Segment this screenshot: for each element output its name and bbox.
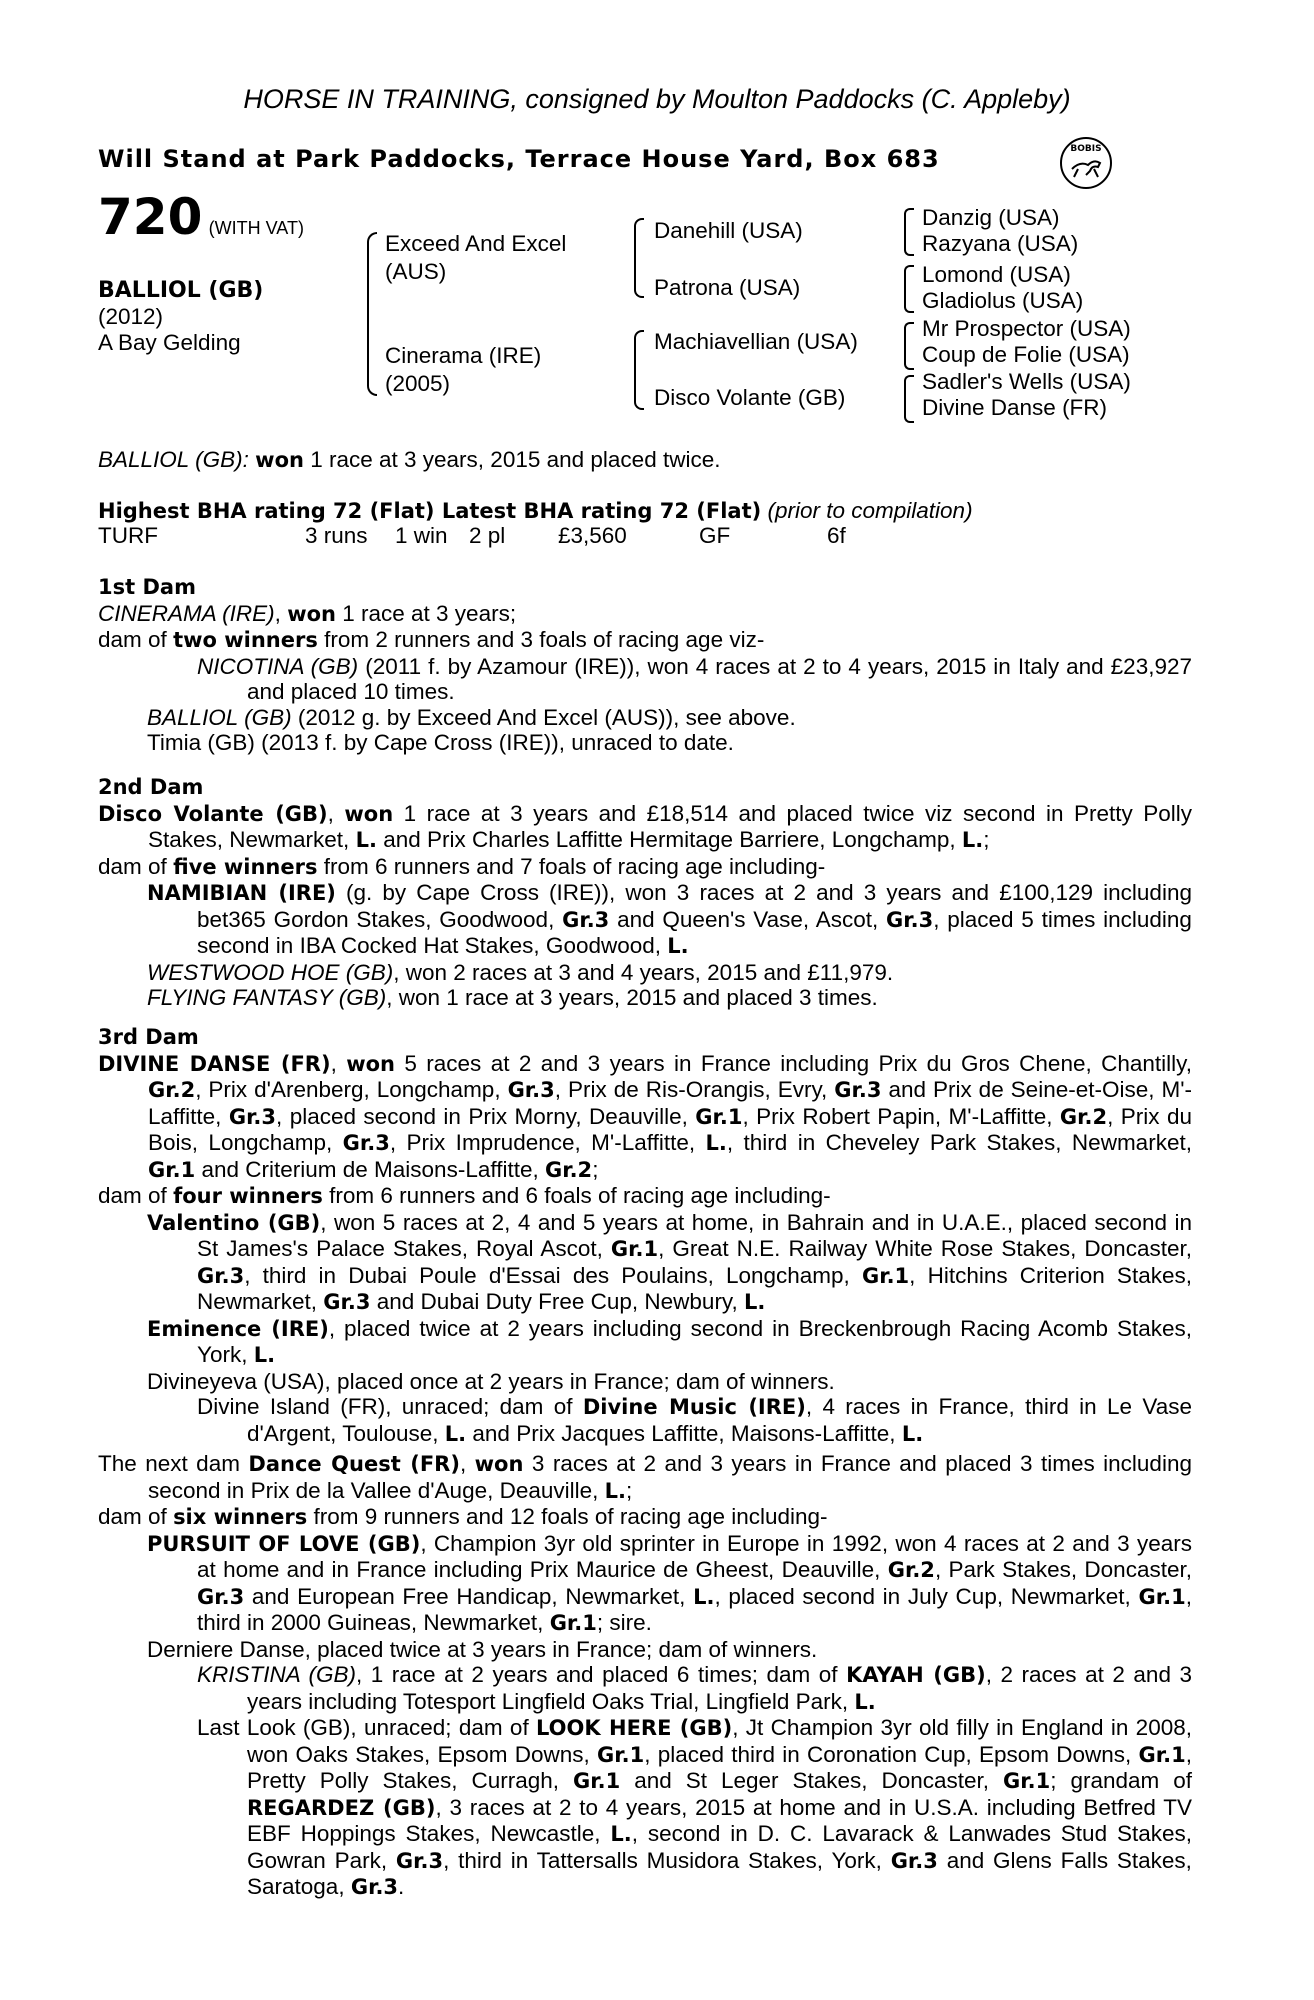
pedigree-sire-dam: Patrona (USA): [654, 275, 801, 300]
offspring-entry: WESTWOOD HOE (GB), won 2 races at 3 and 4 years, 2015 and £11,979.: [147, 959, 894, 985]
section-heading: 1st Dam: [98, 575, 196, 599]
offspring-entry: KRISTINA (GB), 1 race at 2 years and placed 6 times; dam of KAYAH (GB), 2 races at 2 and 3 years including Totesport Lingfield Oaks Trial, Lingfield Park, L.: [197, 1662, 1192, 1714]
pedigree-g4: Gladiolus (USA): [922, 288, 1084, 313]
race-summary: BALLIOL (GB): won 1 race at 3 years, 2015 and placed twice.: [98, 447, 721, 472]
offspring-entry: Divineyeva (USA), placed once at 2 years in France; dam of winners.: [147, 1368, 835, 1394]
section-heading: 3rd Dam: [98, 1025, 199, 1049]
bobis-logo: [1058, 135, 1114, 191]
stand-location: Will Stand at Park Paddocks, Terrace House Yard, Box 683: [98, 145, 940, 173]
bha-rating: Highest BHA rating 72 (Flat) Latest BHA rating 72 (Flat) (prior to compilation): [98, 498, 973, 523]
vat-label: (WITH VAT): [208, 218, 304, 238]
pedigree-g1: Danzig (USA): [922, 205, 1060, 230]
pedigree-dam-sire: Machiavellian (USA): [654, 329, 858, 354]
pedigree-brace: [904, 375, 914, 423]
logo-text: BOBIS: [1070, 144, 1102, 154]
offspring-entry: Divine Island (FR), unraced; dam of Divine Music (IRE), 4 races in France, third in Le Vase d'Argent, Toulouse, L. and Prix Jacques Laffitte, Maisons-Laffitte, L.: [197, 1394, 1192, 1446]
pedigree-dam: Cinerama (IRE) (2005): [385, 343, 542, 396]
section-heading: 2nd Dam: [98, 775, 204, 799]
pedigree-brace: [904, 208, 914, 256]
pedigree-g2: Razyana (USA): [922, 231, 1079, 256]
offspring-entry: Derniere Danse, placed twice at 3 years in France; dam of winners.: [147, 1636, 818, 1662]
pedigree-g3: Lomond (USA): [922, 262, 1071, 287]
horse-description: A Bay Gelding: [98, 330, 241, 355]
pedigree-brace: [904, 322, 914, 370]
offspring-entry: NICOTINA (GB) (2011 f. by Azamour (IRE)), won 4 races at 2 to 4 years, 2015 in Italy and £23,927 and placed 10 times.: [197, 653, 1192, 704]
pedigree-brace: [904, 265, 914, 313]
pedigree-brace: [367, 232, 377, 396]
pedigree-g5: Mr Prospector (USA): [922, 316, 1131, 341]
pedigree-brace: [634, 330, 644, 410]
page-title: HORSE IN TRAINING, consigned by Moulton Paddocks (C. Appleby): [243, 84, 1071, 114]
pedigree-sire: Exceed And Excel (AUS): [385, 231, 567, 284]
horse-year: (2012): [98, 304, 164, 329]
offspring-entry: PURSUIT OF LOVE (GB), Champion 3yr old sprinter in Europe in 1992, won 4 races at 2 and 3 years at home and in France including Prix Maurice de Gheest, Deauville, Gr.2, Park Stakes, Doncaster, Gr.3 and European Free Handicap, Newmarket, L., placed second in July Cup, Newmarket, Gr.1, third in 2000 Guineas, Newmarket, Gr.1; sire.: [147, 1530, 1192, 1635]
pedigree-sire-sire: Danehill (USA): [654, 218, 803, 243]
offspring-entry: Valentino (GB), won 5 races at 2, 4 and 5 years at home, in Bahrain and in U.A.E., placed second in St James's Palace Stakes, Royal Ascot, Gr.1, Great N.E. Railway White Rose Stakes, Doncaster, Gr.3, third in Dubai Poule d'Essai des Poulains, Longchamp, Gr.1, Hitchins Criterion Stakes, Newmarket, Gr.3 and Dubai Duty Free Cup, Newbury, L.: [147, 1209, 1192, 1314]
pedigree-g6: Coup de Folie (USA): [922, 342, 1130, 367]
pedigree-dam-dam: Disco Volante (GB): [654, 385, 846, 410]
offspring-entry: Eminence (IRE), placed twice at 2 years including second in Breckenbrough Racing Acomb Stakes, York, L.: [147, 1315, 1192, 1367]
pedigree-g8: Divine Danse (FR): [922, 395, 1108, 420]
offspring-entry: Timia (GB) (2013 f. by Cape Cross (IRE)), unraced to date.: [147, 730, 734, 755]
turf-record: TURF 3 runs 1 win 2 pl £3,560 GF 6f: [98, 523, 846, 548]
horse-name: BALLIOL (GB): [98, 278, 264, 303]
next-dam-section: The next dam Dance Quest (FR), won 3 races at 2 and 3 years in France and placed 3 times including second in Prix de la Vallee d'Auge, Deauville, L.; dam of six winners from 9 runners and 12 foals of racing age including- PURSUIT OF LOVE (GB), Champion 3yr old sprinter in Europe in 1992, won 4 races at 2 and 3 years at home and in France including Prix Maurice de Gheest, Deauville, Gr.2, Park Stakes, Doncaster, Gr.3 and European Free Handicap, Newmarket, L., placed second in July Cup, Newmarket, Gr.1, third in 2000 Guineas, Newmarket, Gr.1; sire. Derniere Danse, placed twice at 3 years in France; dam of winners. KRISTINA (GB), 1 race at 2 years and placed 6 times; dam of KAYAH (GB), 2 races at 2 and 3 years including Totesport Lingfield Oaks Trial, Lingfield Park, L. Last Look (GB), unraced; dam of LOOK HERE (GB), Jt Champion 3yr old filly in England in 2008, won Oaks Stakes, Epsom Downs, Gr.1, placed third in Coronation Cup, Epsom Downs, Gr.1, Pretty Polly Stakes, Curragh, Gr.1 and St Leger Stakes, Doncaster, Gr.1; grandam of REGARDEZ (GB), 3 races at 2 to 4 years, 2015 at home and in U.S.A. including Betfred TV EBF Hoppings Stakes, Newcastle, L., second in D. C. Lavarack & Lanwades Stud Stakes, Gowran Park, Gr.3, third in Tattersalls Musidora Stakes, York, Gr.3 and Glens Falls Stakes, Saratoga, Gr.3.: [98, 1451, 1192, 1899]
pedigree-g7: Sadler's Wells (USA): [922, 369, 1131, 394]
pedigree-brace: [634, 218, 644, 298]
first-dam-section: 1st Dam CINERAMA (IRE), won 1 race at 3 years; dam of two winners from 2 runners and 3 foals of racing age viz- NICOTINA (GB) (2011 f. by Azamour (IRE)), won 4 races at 2 to 4 years, 2015 in Italy and £23,927 and placed 10 times. BALLIOL (GB) (2012 g. by Exceed And Excel (AUS)), see above. Timia (GB) (2013 f. by Cape Cross (IRE)), unraced to date.: [98, 575, 1192, 755]
second-dam-section: 2nd Dam Disco Volante (GB), won 1 race at 3 years and £18,514 and placed twice viz second in Pretty Polly Stakes, Newmarket, L. and Prix Charles Laffitte Hermitage Barriere, Longchamp, L.; dam of five winners from 6 runners and 7 foals of racing age including- NAMIBIAN (IRE) (g. by Cape Cross (IRE)), won 3 races at 2 and 3 years and £100,129 including bet365 Gordon Stakes, Goodwood, Gr.3 and Queen's Vase, Ascot, Gr.3, placed 5 times including second in IBA Cocked Hat Stakes, Goodwood, L. WESTWOOD HOE (GB), won 2 races at 3 and 4 years, 2015 and £11,979. FLYING FANTASY (GB), won 1 race at 3 years, 2015 and placed 3 times.: [98, 775, 1192, 1010]
offspring-entry: BALLIOL (GB) (2012 g. by Exceed And Excel (AUS)), see above.: [147, 704, 796, 730]
offspring-entry: FLYING FANTASY (GB), won 1 race at 3 years, 2015 and placed 3 times.: [147, 985, 878, 1010]
lot-number: 720 (WITH VAT): [98, 188, 304, 246]
offspring-entry: Last Look (GB), unraced; dam of LOOK HERE (GB), Jt Champion 3yr old filly in England in 2008, won Oaks Stakes, Epsom Downs, Gr.1, placed third in Coronation Cup, Epsom Downs, Gr.1, Pretty Polly Stakes, Curragh, Gr.1 and St Leger Stakes, Doncaster, Gr.1; grandam of REGARDEZ (GB), 3 races at 2 to 4 years, 2015 at home and in U.S.A. including Betfred TV EBF Hoppings Stakes, Newcastle, L., second in D. C. Lavarack & Lanwades Stud Stakes, Gowran Park, Gr.3, third in Tattersalls Musidora Stakes, York, Gr.3 and Glens Falls Stakes, Saratoga, Gr.3.: [197, 1715, 1192, 1899]
third-dam-section: 3rd Dam DIVINE DANSE (FR), won 5 races at 2 and 3 years in France including Prix du Gros Chene, Chantilly, Gr.2, Prix d'Arenberg, Longchamp, Gr.3, Prix de Ris-Orangis, Evry, Gr.3 and Prix de Seine-et-Oise, M'-Laffitte, Gr.3, placed second in Prix Morny, Deauville, Gr.1, Prix Robert Papin, M'-Laffitte, Gr.2, Prix du Bois, Longchamp, Gr.3, Prix Imprudence, M'-Laffitte, L., third in Cheveley Park Stakes, Newmarket, Gr.1 and Criterium de Maisons-Laffitte, Gr.2; dam of four winners from 6 runners and 6 foals of racing age including- Valentino (GB), won 5 races at 2, 4 and 5 years at home, in Bahrain and in U.A.E., placed second in St James's Palace Stakes, Royal Ascot, Gr.1, Great N.E. Railway White Rose Stakes, Doncaster, Gr.3, third in Dubai Poule d'Essai des Poulains, Longchamp, Gr.1, Hitchins Criterion Stakes, Newmarket, Gr.3 and Dubai Duty Free Cup, Newbury, L. Eminence (IRE), placed twice at 2 years including second in Breckenbrough Racing Acomb Stakes, York, L. Divineyeva (USA), placed once at 2 years in France; dam of winners. Divine Island (FR), unraced; dam of Divine Music (IRE), 4 races in France, third in Le Vase d'Argent, Toulouse, L. and Prix Jacques Laffitte, Maisons-Laffitte, L.: [98, 1025, 1192, 1446]
offspring-entry: NAMIBIAN (IRE) (g. by Cape Cross (IRE)), won 3 races at 2 and 3 years and £100,129 including bet365 Gordon Stakes, Goodwood, Gr.3 and Queen's Vase, Ascot, Gr.3, placed 5 times including second in IBA Cocked Hat Stakes, Goodwood, L.: [147, 880, 1192, 958]
